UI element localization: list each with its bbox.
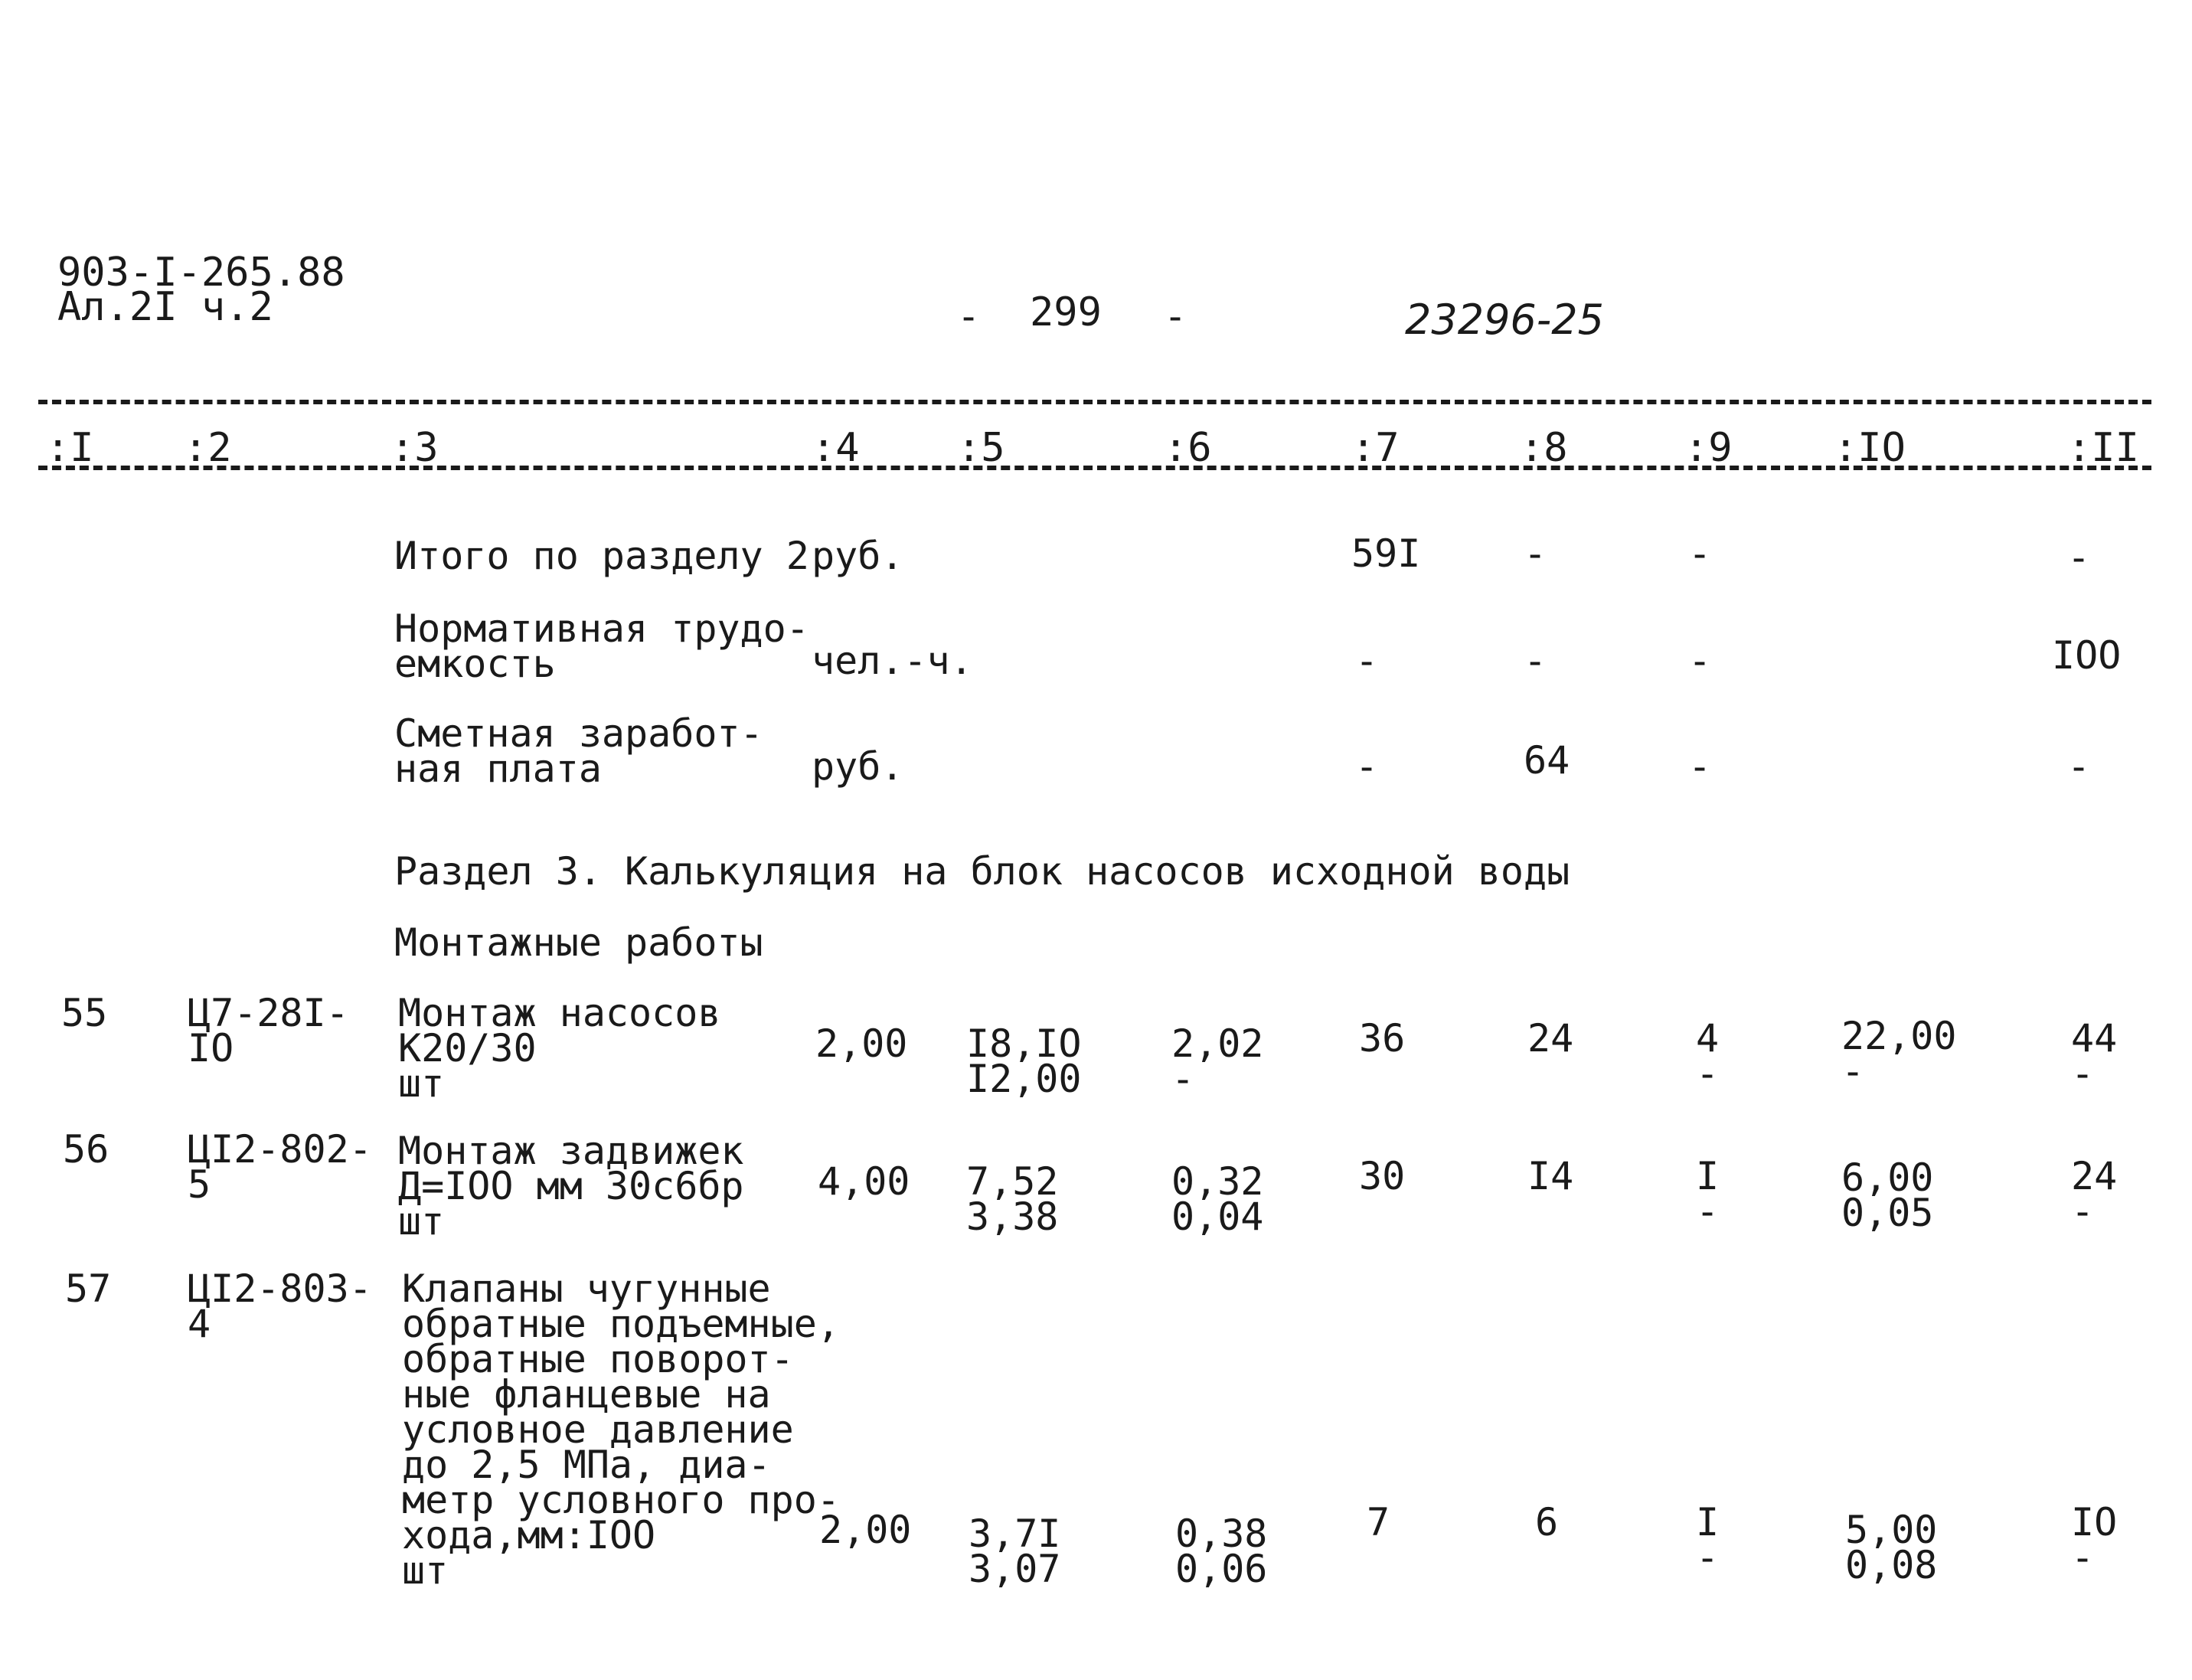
summary-value-col7: -	[1355, 744, 1379, 789]
col-header-5: :5	[957, 425, 1005, 471]
row-col6: 0,38 0,06	[1175, 1512, 1268, 1591]
row-col8: 6	[1535, 1500, 1559, 1544]
summary-value-col8: 64	[1524, 738, 1570, 783]
page-dash-left: -	[957, 294, 981, 338]
summary-value-col8: -	[1524, 531, 1547, 576]
inventory-stamp: 23296-25	[1405, 296, 1604, 344]
col-header-10: :IO	[1834, 425, 1906, 471]
row-col11: IO -	[2071, 1500, 2118, 1580]
col-header-6: :6	[1164, 425, 1212, 471]
row-col9: I -	[1696, 1154, 1720, 1234]
row-col11: 44 -	[2071, 1016, 2118, 1096]
row-col8: 24	[1527, 1016, 1574, 1061]
page-number: 299	[1030, 289, 1102, 335]
summary-value-col8: -	[1524, 639, 1547, 683]
row-quantity: 2,00	[819, 1508, 912, 1552]
row-col6: 0,32 0,04	[1171, 1159, 1264, 1239]
summary-value-col7: -	[1355, 639, 1379, 683]
col-header-1: :I	[46, 425, 94, 471]
col-header-3: :3	[390, 425, 439, 471]
sheet-label: Ал.2I ч.2	[57, 284, 273, 330]
row-col7: 36	[1359, 1016, 1406, 1061]
section-title: Раздел 3. Калькуляция на блок насосов исходной воды	[394, 849, 1570, 894]
row-col11: 24 -	[2071, 1154, 2118, 1234]
summary-value-col9: -	[1688, 639, 1712, 683]
summary-value-col7: 59I	[1351, 531, 1421, 576]
summary-value-col9: -	[1688, 531, 1712, 576]
summary-value-col11: -	[2067, 535, 2091, 580]
row-description: Монтаж задвижек Д=IOO мм 30с6бр шт	[398, 1129, 744, 1244]
row-col9: 4 -	[1696, 1016, 1720, 1096]
row-col7: 7	[1367, 1500, 1390, 1544]
row-code: ЦI2-803- 4	[188, 1267, 372, 1346]
row-code: Ц7-28I- IO	[188, 991, 349, 1070]
col-header-9: :9	[1684, 425, 1733, 471]
summary-label: Нормативная трудо- емкость	[394, 606, 809, 686]
row-col8: I4	[1527, 1154, 1574, 1198]
col-header-7: :7	[1351, 425, 1400, 471]
summary-value-col11: -	[2067, 744, 2091, 789]
document-code: 903-I-265.88	[57, 250, 345, 296]
row-col5: 7,52 3,38	[966, 1159, 1059, 1239]
col-header-4: :4	[812, 425, 860, 471]
row-number: 56	[63, 1127, 109, 1172]
row-number: 57	[65, 1267, 112, 1311]
summary-value-col11: IOO	[2052, 633, 2122, 678]
col-header-2: :2	[184, 425, 232, 471]
summary-unit: руб.	[812, 534, 904, 578]
row-col5: I8,IO I2,00	[966, 1021, 1082, 1101]
summary-unit: руб.	[812, 744, 904, 789]
row-quantity: 4,00	[818, 1159, 910, 1204]
col-header-11: :II	[2067, 425, 2139, 471]
row-number: 55	[61, 991, 108, 1035]
row-description: Монтаж насосов К20/30 шт	[398, 991, 721, 1106]
row-col5: 3,7I 3,07	[969, 1512, 1061, 1591]
row-col7: 30	[1359, 1154, 1406, 1198]
row-col9: I -	[1696, 1500, 1720, 1580]
summary-value-col9: -	[1688, 744, 1712, 789]
col-header-8: :8	[1520, 425, 1568, 471]
row-col10: 6,00 0,05	[1841, 1155, 1934, 1235]
row-col6: 2,02 -	[1171, 1021, 1264, 1101]
page-dash-right: -	[1164, 294, 1187, 338]
row-col10: 22,00 -	[1841, 1014, 1957, 1093]
row-code: ЦI2-802- 5	[188, 1127, 372, 1207]
subsection-title: Монтажные работы	[394, 920, 763, 965]
row-description: Клапаны чугунные обратные подъемные, обратные поворот- ные фланцевые на условное давление до 2,5 МПа, диа- метр условного про- хода,мм:IOO шт	[402, 1267, 840, 1593]
summary-label: Сметная заработ- ная плата	[394, 711, 763, 791]
top-dashed-rule	[38, 400, 2151, 404]
row-col10: 5,00 0,08	[1845, 1508, 1938, 1587]
summary-unit: чел.-ч.	[812, 639, 973, 683]
row-quantity: 2,00	[815, 1021, 908, 1066]
summary-label: Итого по разделу 2	[394, 534, 809, 578]
